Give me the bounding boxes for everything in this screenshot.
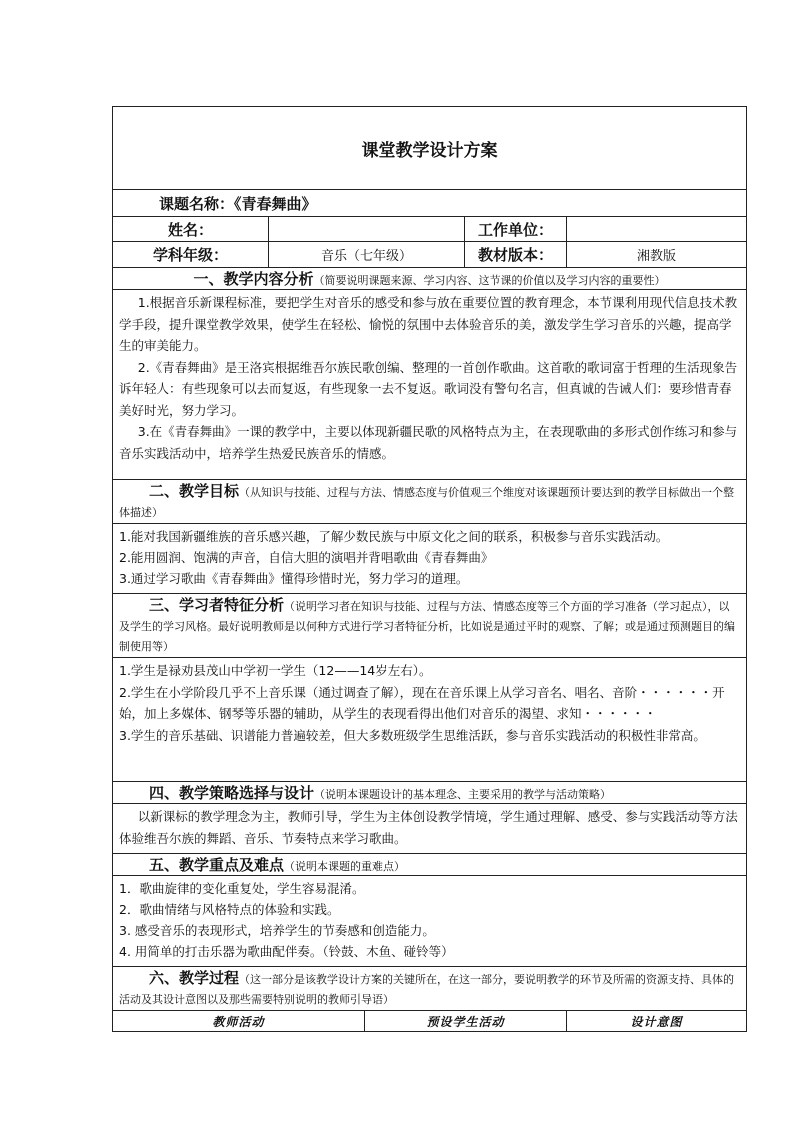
section-6-note: （这一部分是该教学设计方案的关键所在，在这一部分，要说明教学的环节及所需的资源支持、具体的活动及其设计意图以及那些需要特别说明的教师引导语） <box>119 973 735 1006</box>
section-2-para: 3.通过学习歌曲《青春舞曲》懂得珍惜时光，努力学习的道理。 <box>119 571 469 586</box>
section-3-body <box>113 658 747 782</box>
edition-label: 教材版本： <box>465 242 567 268</box>
section-2-header <box>113 480 747 524</box>
section-3-para: 2.学生在小学阶段几乎不上音乐课（通过调查了解），现在在音乐课上从学习音名、唱名、音阶・・・・・・开始，加上多媒体、钢琴等乐器的辅助，从学生的表现看得出他们对音乐的渴望、求知・・・・・・ <box>119 684 725 721</box>
section-3-header <box>113 594 747 658</box>
section-4-note: （说明本课题设计的基本理念、主要采用的教学与活动策略） <box>314 788 612 801</box>
section-3-para: 1.学生是禄劝县茂山中学初一学生（12——14岁左右）。 <box>119 663 432 678</box>
section-1-para: 2.《青春舞曲》是王洛宾根据维吾尔族民歌创编、整理的一首创作歌曲。这首歌的歌词富于哲理的生活现象告诉年轻人：有些现象可以去而复返，有些现象一去不复返。歌词没有警句名言，但真诚的告诫人们：要珍惜青春美好时光，努力学习。 <box>119 359 738 418</box>
section-3-title: 三、学习者特征分析 <box>149 596 285 614</box>
section-2-title: 二、教学目标 <box>149 482 240 500</box>
section-3-note: （说明学习者在知识与技能、过程与方法、情感态度等三个方面的学习准备（学习起点），以及学生的学习风格。最好说明教师是以何种方式进行学习者特征分析，比如说是通过平时的观察、了解；或是通过预测题目的编制使用等） <box>119 600 735 653</box>
col-design-intent: 设计意图 <box>567 1011 747 1032</box>
section-1-para: 1.根据音乐新课程标准，要把学生对音乐的感受和参与放在重要位置的教育理念，本节课利用现代信息技术教学手段，提升课堂教学效果，使学生在轻松、愉悦的氛围中去体验音乐的美，激发学生学习音乐的兴趣，提高学生的审美能力。 <box>119 295 738 353</box>
section-1-note: （简要说明课题来源、学习内容、这节课的价值以及学习内容的重要性） <box>313 274 666 287</box>
lesson-plan-table <box>112 106 747 1032</box>
section-5-para: 2．歌曲情绪与风格特点的体验和实践。 <box>119 902 340 917</box>
section-6-header <box>113 967 747 1011</box>
name-value <box>269 217 465 242</box>
section-4-header <box>113 782 747 804</box>
section-1-para: 3.在《青春舞曲》一课的教学中，主要以体现新疆民歌的风格特点为主，在表现歌曲的多形式创作练习和参与音乐实践活动中，培养学生热爱民族音乐的情感。 <box>119 424 738 461</box>
grade-value: 音乐（七年级） <box>269 242 465 268</box>
section-5-body <box>113 876 747 967</box>
section-5-para: 1．歌曲旋律的变化重复处，学生容易混淆。 <box>119 881 365 896</box>
doc-title: 课堂教学设计方案 <box>113 107 747 190</box>
name-label: 姓名： <box>113 217 269 242</box>
section-4-title: 四、教学策略选择与设计 <box>149 784 315 802</box>
section-1-title: 一、教学内容分析 <box>193 270 314 288</box>
unit-value <box>567 217 747 242</box>
unit-label: 工作单位： <box>465 217 567 242</box>
section-2-body <box>113 524 747 594</box>
section-2-para: 1.能对我国新疆维族的音乐感兴趣，了解少数民族与中原文化之间的联系，积极参与音乐实践活动。 <box>119 529 669 544</box>
section-2-para: 2.能用圆润、饱满的声音，自信大胆的演唱并背唱歌曲《青春舞曲》 <box>119 550 494 565</box>
col-student-activity: 预设学生活动 <box>365 1011 567 1032</box>
edition-value: 湘教版 <box>567 242 747 268</box>
course-name: 课题名称：《青春舞曲》 <box>113 190 747 217</box>
section-4-body <box>113 804 747 854</box>
section-1-header <box>113 268 747 290</box>
section-4-para: 以新课标的教学理念为主，教师引导，学生为主体创设教学情境，学生通过理解、感受、参与实践活动等方法体验维吾尔族的舞蹈、音乐、节奏特点来学习歌曲。 <box>119 809 738 846</box>
section-5-para: 3. 感受音乐的表现形式，培养学生的节奏感和创造能力。 <box>119 923 435 938</box>
section-5-para: 4. 用简单的打击乐器为歌曲配伴奏。（铃鼓、木鱼、碰铃等） <box>119 944 454 959</box>
section-5-title: 五、教学重点及难点 <box>149 856 285 874</box>
section-6-title: 六、教学过程 <box>149 969 240 987</box>
col-teacher-activity: 教师活动 <box>113 1011 365 1032</box>
section-5-note: （说明本课题的重难点） <box>284 860 406 873</box>
section-2-note: （从知识与技能、过程与方法、情感态度与价值观三个维度对该课题预计要达到的教学目标做出一个整体描述） <box>119 486 735 519</box>
lesson-plan-sheet <box>112 106 746 1032</box>
section-3-para: 3.学生的音乐基础、识谱能力普遍较差，但大多数班级学生思维活跃，参与音乐实践活动的积极性非常高。 <box>119 727 706 743</box>
section-5-header <box>113 854 747 876</box>
section-1-body <box>113 290 747 480</box>
grade-label: 学科年级： <box>113 242 269 268</box>
